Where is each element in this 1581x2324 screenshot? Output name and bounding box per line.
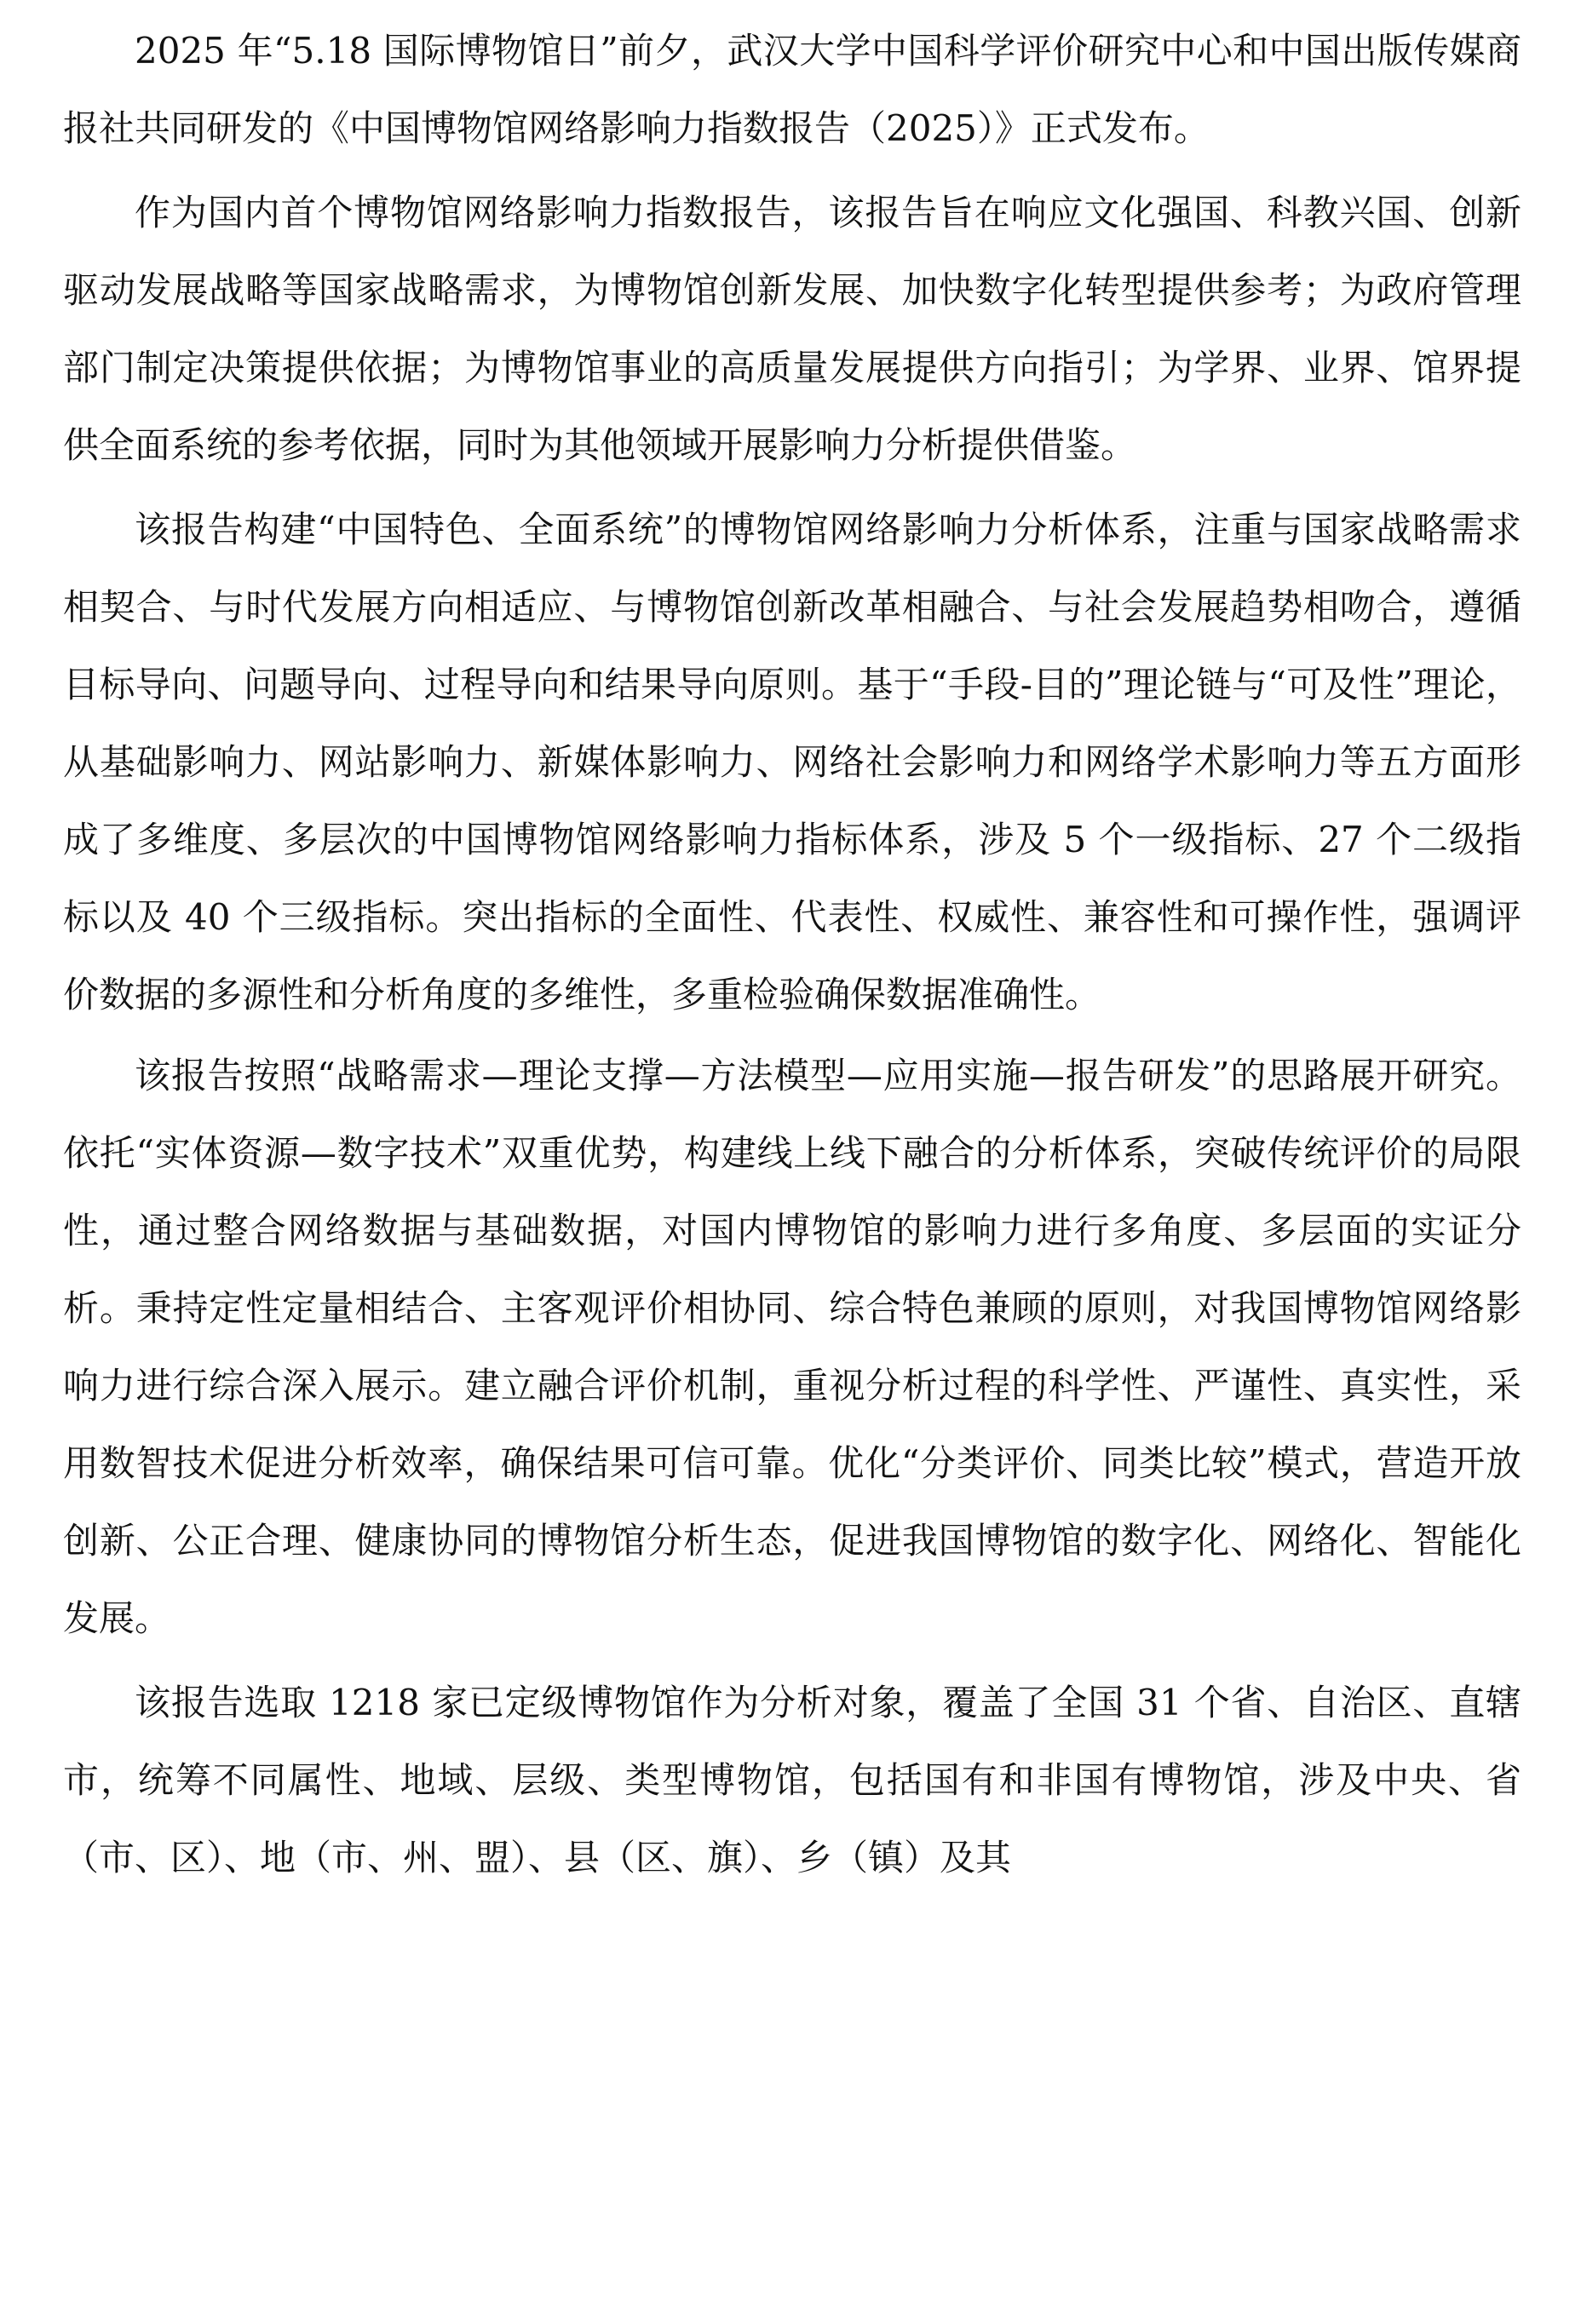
- paragraph-intro: 2025 年“5.18 国际博物馆日”前夕，武汉大学中国科学评价研究中心和中国出版传媒商报社共同研发的《中国博物馆网络影响力指数报告（2025）》正式发布。: [63, 30, 1521, 149]
- paragraph-methodology: 该报告按照“战略需求—理论支撑—方法模型—应用实施—报告研发”的思路展开研究。依托“实体资源—数字技术”双重优势，构建线上线下融合的分析体系，突破传统评价的局限性，通过整合网络数据与基础数据，对国内博物馆的影响力进行多角度、多层面的实证分析。秉持定性定量相结合、主客观评价相协同、综合特色兼顾的原则，对我国博物馆网络影响力进行综合深入展示。建立融合评价机制，重视分析过程的科学性、严谨性、真实性，采用数智技术促进分析效率，确保结果可信可靠。优化“分类评价、同类比较”模式，营造开放创新、公正合理、健康协同的博物馆分析生态，促进我国博物馆的数字化、网络化、智能化发展。: [63, 1055, 1521, 1639]
- paragraph-purpose: 作为国内首个博物馆网络影响力指数报告，该报告旨在响应文化强国、科教兴国、创新驱动发展战略等国家战略需求，为博物馆创新发展、加快数字化转型提供参考；为政府管理部门制定决策提供依据；为博物馆事业的高质量发展提供方向指引；为学界、业界、馆界提供全面系统的参考依据，同时为其他领域开展影响力分析提供借鉴。: [63, 192, 1521, 466]
- paragraph-scope: 该报告选取 1218 家已定级博物馆作为分析对象，覆盖了全国 31 个省、自治区、直辖市，统筹不同属性、地域、层级、类型博物馆，包括国有和非国有博物馆，涉及中央、省（市、区）、地（市、州、盟）、县（区、旗）、乡（镇）及其: [63, 1682, 1521, 1878]
- article-body: [63, 12, 1521, 1896]
- paragraph-index-system: 该报告构建“中国特色、全面系统”的博物馆网络影响力分析体系，注重与国家战略需求相契合、与时代发展方向相适应、与博物馆创新改革相融合、与社会发展趋势相吻合，遵循目标导向、问题导向、过程导向和结果导向原则。基于“手段-目的”理论链与“可及性”理论，从基础影响力、网站影响力、新媒体影响力、网络社会影响力和网络学术影响力等五方面形成了多维度、多层次的中国博物馆网络影响力指标体系，涉及 5 个一级指标、27 个二级指标以及 40 个三级指标。突出指标的全面性、代表性、权威性、兼容性和可操作性，强调评价数据的多源性和分析角度的多维性，多重检验确保数据准确性。: [63, 509, 1521, 1015]
